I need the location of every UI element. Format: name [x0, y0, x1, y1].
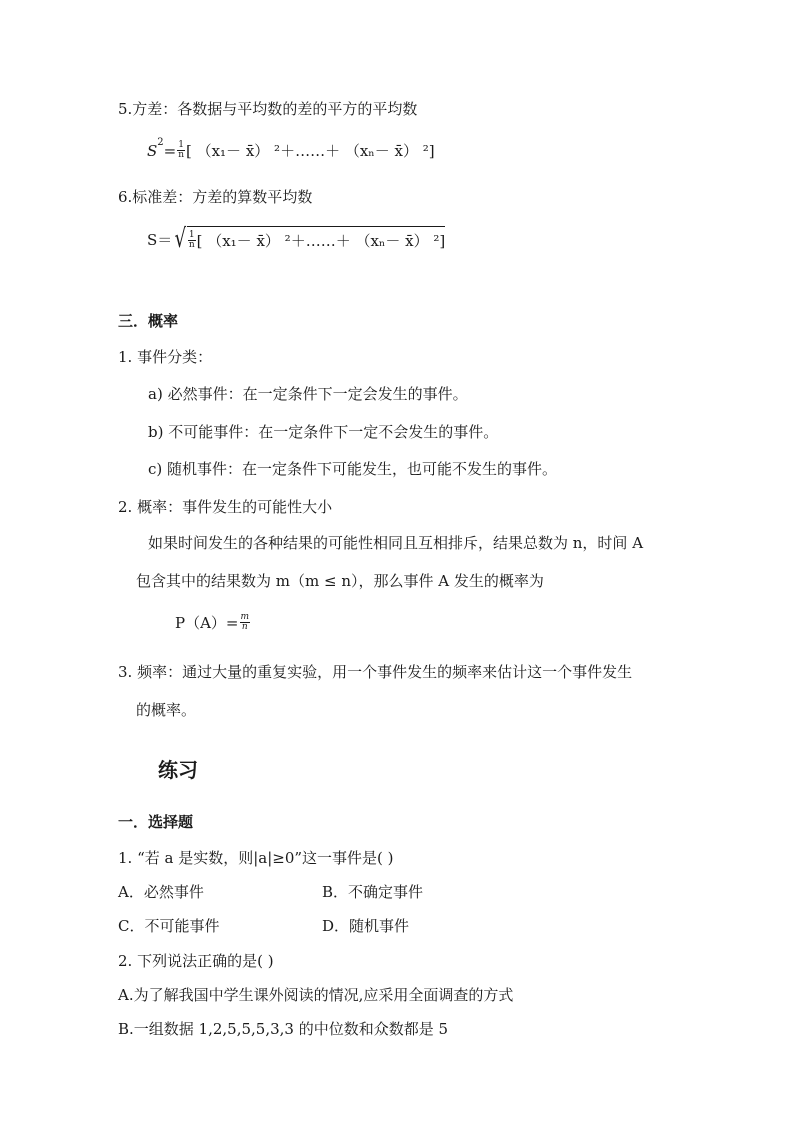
impossible-event-item: b) 不可能事件：在一定条件下一定不会发生的事件。 — [148, 423, 499, 441]
frequency-definition-line2: 的概率。 — [136, 701, 197, 719]
random-event-item: c) 随机事件：在一定条件下可能发生，也可能不发生的事件。 — [148, 460, 558, 478]
question-1: 1. “若 a 是实数，则|a|≥0”这一事件是( ) — [118, 849, 394, 867]
question-2-option-b: B.一组数据 1,2,5,5,5,3,3 的中位数和众数都是 5 — [118, 1020, 449, 1038]
probability-paragraph-line1: 如果时间发生的各种结果的可能性相同且互相排斥，结果总数为 n，时间 A — [148, 534, 644, 552]
one-over-n-fraction — [177, 141, 185, 160]
probability-definition: 2. 概率：事件发生的可能性大小 — [118, 498, 333, 516]
variance-exponent: 2 — [157, 137, 164, 148]
probability-formula — [175, 612, 251, 633]
radical-sign-icon: √ — [174, 224, 187, 254]
certain-event-item: a) 必然事件：在一定条件下一定会发生的事件。 — [148, 385, 468, 403]
fraction-numerator: 1 — [188, 230, 195, 240]
fraction-denominator: n — [178, 150, 184, 160]
section-heading-probability: 三．概率 — [118, 312, 179, 330]
equals-sign: = — [163, 141, 177, 160]
variance-symbol: S — [147, 141, 158, 160]
fraction-numerator: m — [240, 612, 250, 622]
fraction-numerator: 1 — [178, 140, 184, 150]
question-1-option-a: A．必然事件 — [118, 883, 204, 901]
m-over-n-fraction — [240, 613, 251, 632]
fraction-denominator: n — [188, 240, 195, 250]
frequency-definition-line1: 3. 频率：通过大量的重复实验，用一个事件发生的频率来估计这一个事件发生 — [118, 663, 633, 681]
event-classification-label: 1. 事件分类： — [118, 348, 213, 366]
one-over-n-fraction — [188, 231, 196, 250]
stddev-formula — [147, 226, 445, 252]
question-1-option-b: B．不确定事件 — [322, 883, 424, 901]
section-heading-multiple-choice: 一．选择题 — [118, 813, 194, 831]
question-1-option-d: D．随机事件 — [322, 917, 410, 935]
stddev-symbol: S＝ — [147, 230, 173, 249]
square-root — [172, 226, 445, 252]
radicand — [187, 226, 445, 252]
item-5-variance-definition: 5.方差：各数据与平均数的差的平方的平均数 — [118, 100, 418, 118]
question-2: 2. 下列说法正确的是( ) — [118, 952, 274, 970]
variance-formula-body: [ （x₁－ x̄） ²＋……＋ （xₙ－ x̄） ²] — [185, 142, 435, 160]
question-2-option-a: A.为了解我国中学生课外阅读的情况,应采用全面调查的方式 — [118, 986, 514, 1004]
probability-paragraph-line2: 包含其中的结果数为 m（m ≤ n），那么事件 A 发生的概率为 — [136, 572, 544, 590]
stddev-formula-body: [ （x₁－ x̄） ²＋……＋ （xₙ－ x̄） ²] — [196, 232, 446, 250]
probability-lhs: P（A）= — [175, 614, 239, 632]
question-1-option-c: C．不可能事件 — [118, 917, 220, 935]
item-6-stddev-definition: 6.标准差：方差的算数平均数 — [118, 188, 313, 206]
variance-formula — [147, 137, 435, 161]
practice-title: 练习 — [158, 758, 198, 782]
fraction-denominator: n — [241, 622, 248, 632]
